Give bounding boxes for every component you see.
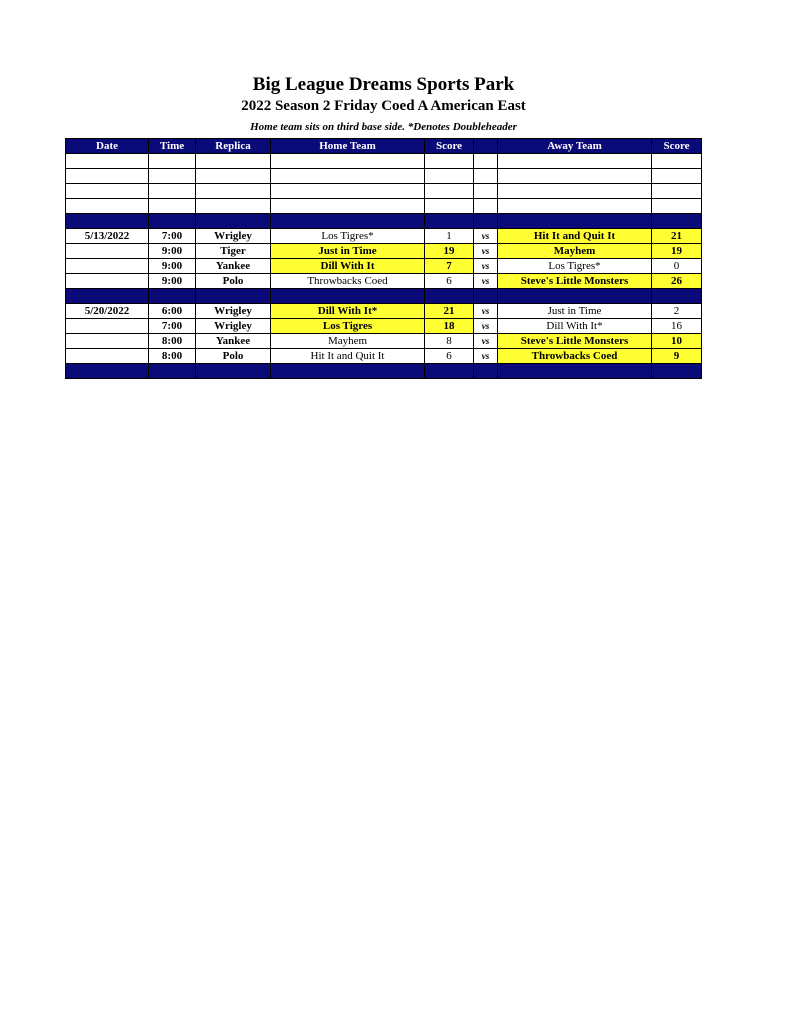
away-team: Steve's Little Monsters	[498, 274, 652, 289]
game-time: 8:00	[149, 349, 196, 364]
game-date	[66, 319, 149, 334]
field-replica: Wrigley	[196, 319, 271, 334]
away-team: Los Tigres*	[498, 259, 652, 274]
field-replica: Wrigley	[196, 229, 271, 244]
home-team: Mayhem	[271, 334, 425, 349]
home-team: Dill With It*	[271, 304, 425, 319]
away-score: 19	[652, 244, 702, 259]
home-team: Los Tigres	[271, 319, 425, 334]
game-time: 9:00	[149, 259, 196, 274]
away-score: 2	[652, 304, 702, 319]
home-score: 21	[425, 304, 474, 319]
game-time: 7:00	[149, 319, 196, 334]
home-team: Throwbacks Coed	[271, 274, 425, 289]
away-team: Throwbacks Coed	[498, 349, 652, 364]
game-time: 9:00	[149, 274, 196, 289]
home-score: 7	[425, 259, 474, 274]
vs-label: vs	[474, 349, 498, 364]
league-subtitle: 2022 Season 2 Friday Coed A American East	[241, 98, 526, 114]
home-score: 18	[425, 319, 474, 334]
column-header-away-score: Score	[652, 139, 702, 154]
home-score: 6	[425, 274, 474, 289]
schedule-note: Home team sits on third base side. *Denotes Doubleheader	[250, 121, 517, 133]
week-separator-row	[66, 364, 702, 379]
game-time: 8:00	[149, 334, 196, 349]
game-row	[66, 259, 702, 274]
schedule-table	[65, 138, 702, 379]
home-team: Dill With It	[271, 259, 425, 274]
away-team: Steve's Little Monsters	[498, 334, 652, 349]
blank-row	[66, 169, 702, 184]
game-row	[66, 244, 702, 259]
home-team: Los Tigres*	[271, 229, 425, 244]
away-team: Mayhem	[498, 244, 652, 259]
column-header-replica: Replica	[196, 139, 271, 154]
column-header-vs	[474, 139, 498, 154]
header-row	[66, 139, 702, 154]
vs-label: vs	[474, 334, 498, 349]
away-score: 9	[652, 349, 702, 364]
home-score: 8	[425, 334, 474, 349]
game-row	[66, 334, 702, 349]
away-team: Hit It and Quit It	[498, 229, 652, 244]
column-header-home-score: Score	[425, 139, 474, 154]
game-date	[66, 244, 149, 259]
vs-label: vs	[474, 319, 498, 334]
away-team: Just in Time	[498, 304, 652, 319]
blank-row	[66, 154, 702, 169]
game-row	[66, 319, 702, 334]
game-row	[66, 229, 702, 244]
game-date: 5/20/2022	[66, 304, 149, 319]
away-score: 0	[652, 259, 702, 274]
home-score: 6	[425, 349, 474, 364]
game-date	[66, 274, 149, 289]
field-replica: Polo	[196, 349, 271, 364]
field-replica: Polo	[196, 274, 271, 289]
vs-label: vs	[474, 274, 498, 289]
game-date: 5/13/2022	[66, 229, 149, 244]
away-score: 16	[652, 319, 702, 334]
field-replica: Wrigley	[196, 304, 271, 319]
field-replica: Yankee	[196, 259, 271, 274]
game-time: 9:00	[149, 244, 196, 259]
away-score: 21	[652, 229, 702, 244]
week-separator-row	[66, 289, 702, 304]
home-team: Just in Time	[271, 244, 425, 259]
vs-label: vs	[474, 229, 498, 244]
game-date	[66, 334, 149, 349]
page-title: Big League Dreams Sports Park	[252, 74, 515, 95]
home-score: 19	[425, 244, 474, 259]
column-header-away-team: Away Team	[498, 139, 652, 154]
vs-label: vs	[474, 304, 498, 319]
game-row	[66, 274, 702, 289]
game-time: 7:00	[149, 229, 196, 244]
field-replica: Tiger	[196, 244, 271, 259]
game-date	[66, 349, 149, 364]
game-row	[66, 349, 702, 364]
away-team: Dill With It*	[498, 319, 652, 334]
blank-row	[66, 199, 702, 214]
column-header-time: Time	[149, 139, 196, 154]
vs-label: vs	[474, 244, 498, 259]
column-header-date: Date	[66, 139, 149, 154]
vs-label: vs	[474, 259, 498, 274]
blank-row	[66, 184, 702, 199]
column-header-home-team: Home Team	[271, 139, 425, 154]
week-separator-row	[66, 214, 702, 229]
field-replica: Yankee	[196, 334, 271, 349]
home-team: Hit It and Quit It	[271, 349, 425, 364]
game-date	[66, 259, 149, 274]
home-score: 1	[425, 229, 474, 244]
away-score: 10	[652, 334, 702, 349]
away-score: 26	[652, 274, 702, 289]
game-time: 6:00	[149, 304, 196, 319]
game-row	[66, 304, 702, 319]
